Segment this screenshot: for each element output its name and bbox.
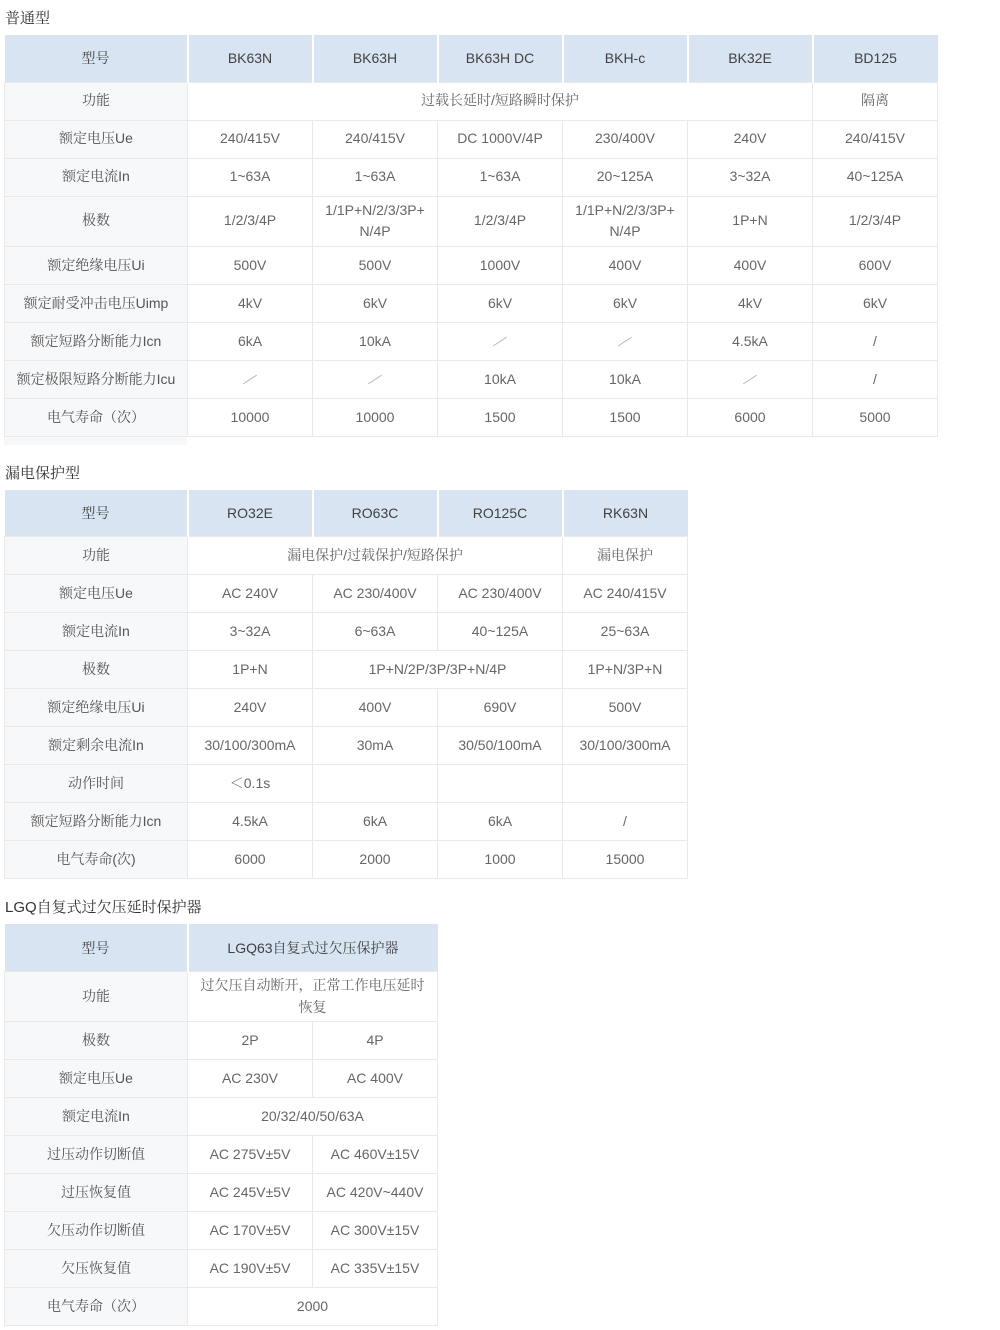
spec-value-cell: 10000 [188, 398, 313, 436]
spec-row [5, 537, 688, 575]
row-label: 额定耐受冲击电压Uimp [5, 284, 188, 322]
spec-value-cell: 4.5kA [188, 803, 313, 841]
spec-row [5, 575, 688, 613]
spec-value-cell: AC 190V±5V [188, 1250, 313, 1288]
spec-row [5, 196, 938, 246]
spec-row [5, 322, 938, 360]
spec-value-cell: 400V [563, 246, 688, 284]
model-name-cell: BD125 [813, 35, 938, 82]
spec-value-cell: DC 1000V/4P [438, 120, 563, 158]
spec-value-cell: 230/400V [563, 120, 688, 158]
row-label: 电气寿命（次） [5, 398, 188, 436]
model-name-cell: BK63N [188, 35, 313, 82]
spec-value-cell [563, 322, 688, 360]
spec-value-cell: 过欠压自动断开，正常工作电压延时恢复 [188, 971, 438, 1021]
spec-value-cell: 240/415V [813, 120, 938, 158]
spec-value-cell: 6kV [313, 284, 438, 322]
spec-row [5, 651, 688, 689]
spec-value-cell: 4kV [688, 284, 813, 322]
spec-value-cell: 隔离 [813, 82, 938, 120]
spec-value-cell: 20/32/40/50/63A [188, 1098, 438, 1136]
row-label: 额定电压Ue [5, 120, 188, 158]
spec-value-cell: 10kA [438, 360, 563, 398]
spec-row [5, 841, 688, 879]
spec-value-cell: 1000V [438, 246, 563, 284]
spec-value-cell: 1P+N [688, 196, 813, 246]
spec-value-cell: 10000 [313, 398, 438, 436]
spec-value-cell: AC 170V±5V [188, 1212, 313, 1250]
spec-table-lgq-protector [4, 924, 438, 1326]
spec-value-cell: 3~32A [688, 158, 813, 196]
model-name-cell: RO63C [313, 490, 438, 537]
spec-value-cell [313, 360, 438, 398]
header-row [5, 490, 688, 537]
row-label: 额定短路分断能力Icn [5, 322, 188, 360]
spec-row [5, 158, 938, 196]
not-applicable-slash-icon [368, 375, 382, 385]
spec-value-cell [313, 765, 438, 803]
spec-row [5, 120, 938, 158]
row-label: 额定绝缘电压Ui [5, 689, 188, 727]
spec-value-cell [188, 360, 313, 398]
header-row [5, 35, 938, 82]
model-header-cell: 型号 [5, 490, 188, 537]
spec-row [5, 727, 688, 765]
not-applicable-slash-icon [243, 375, 257, 385]
spec-row [5, 246, 938, 284]
spec-value-cell: 240/415V [188, 120, 313, 158]
spec-value-cell: 240V [688, 120, 813, 158]
row-label: 额定极限短路分断能力Icu [5, 360, 188, 398]
spec-value-cell: AC 275V±5V [188, 1136, 313, 1174]
spec-value-cell: 6kA [313, 803, 438, 841]
row-label: 欠压恢复值 [5, 1250, 188, 1288]
spec-row [5, 1136, 438, 1174]
spec-value-cell: 2P [188, 1022, 313, 1060]
spec-row [5, 1288, 438, 1326]
section-leakage-protection-type [4, 463, 1000, 880]
row-label: 电气寿命(次) [5, 841, 188, 879]
model-name-cell: BK63H [313, 35, 438, 82]
spec-row [5, 613, 688, 651]
spec-value-cell: 10kA [563, 360, 688, 398]
spec-value-cell: 15000 [563, 841, 688, 879]
spec-value-cell [438, 322, 563, 360]
model-header-cell: 型号 [5, 924, 188, 971]
spec-value-cell: 40~125A [813, 158, 938, 196]
spec-value-cell: 500V [563, 689, 688, 727]
spec-value-cell: AC 420V~440V [313, 1174, 438, 1212]
spec-row [5, 689, 688, 727]
spec-value-cell: AC 245V±5V [188, 1174, 313, 1212]
model-name-cell: LGQ63自复式过欠压保护器 [188, 924, 438, 971]
spec-value-cell: 2000 [313, 841, 438, 879]
header-row [5, 924, 438, 971]
spec-value-cell: 10kA [313, 322, 438, 360]
section-title: LGQ自复式过欠压延时保护器 [5, 899, 202, 917]
spec-row [5, 765, 688, 803]
spec-row [5, 1060, 438, 1098]
row-label: 额定短路分断能力Icn [5, 803, 188, 841]
spec-value-cell: 1500 [563, 398, 688, 436]
model-name-cell: RK63N [563, 490, 688, 537]
spec-value-cell: 1/2/3/4P [188, 196, 313, 246]
spec-value-cell: AC 230/400V [438, 575, 563, 613]
spec-value-cell: 1~63A [188, 158, 313, 196]
spec-value-cell: / [813, 360, 938, 398]
row-label: 过压动作切断值 [5, 1136, 188, 1174]
row-label: 极数 [5, 196, 188, 246]
spec-value-cell: AC 335V±15V [313, 1250, 438, 1288]
spec-value-cell: AC 240/415V [563, 575, 688, 613]
spec-row [5, 82, 938, 120]
spec-value-cell: AC 300V±15V [313, 1212, 438, 1250]
spec-row [5, 1212, 438, 1250]
spec-value-cell: 500V [188, 246, 313, 284]
spec-value-cell: AC 400V [313, 1060, 438, 1098]
spec-row [5, 398, 938, 436]
spec-table-leakage-protection [4, 490, 688, 880]
spec-value-cell: 6kA [188, 322, 313, 360]
spec-value-cell: 1~63A [438, 158, 563, 196]
spec-value-cell: 1P+N [188, 651, 313, 689]
model-header-cell: 型号 [5, 35, 188, 82]
not-applicable-slash-icon [493, 337, 507, 347]
not-applicable-slash-icon [618, 337, 632, 347]
spec-row [5, 1098, 438, 1136]
row-label: 动作时间 [5, 765, 188, 803]
section-title: 普通型 [5, 10, 51, 27]
spec-value-cell: 4P [313, 1022, 438, 1060]
spec-value-cell: / [563, 803, 688, 841]
spec-table-normal-type [4, 35, 938, 437]
spec-value-cell: AC 240V [188, 575, 313, 613]
spec-value-cell: 1~63A [313, 158, 438, 196]
section-normal-type [4, 8, 1000, 445]
spec-row [5, 284, 938, 322]
spec-value-cell: 30/100/300mA [188, 727, 313, 765]
spec-value-cell: 240V [188, 689, 313, 727]
spec-value-cell: 20~125A [563, 158, 688, 196]
spec-value-cell: 6~63A [313, 613, 438, 651]
row-label: 额定电流In [5, 1098, 188, 1136]
row-label: 额定电压Ue [5, 575, 188, 613]
spec-value-cell: 漏电保护 [563, 537, 688, 575]
row-label: 电气寿命（次） [5, 1288, 188, 1326]
spec-row [5, 1250, 438, 1288]
row-label: 过压恢复值 [5, 1174, 188, 1212]
spec-value-cell: 30mA [313, 727, 438, 765]
spec-value-cell: 6000 [188, 841, 313, 879]
spec-value-cell: 1000 [438, 841, 563, 879]
spec-value-cell: 1500 [438, 398, 563, 436]
spec-value-cell: 4kV [188, 284, 313, 322]
spec-value-cell: 6kV [438, 284, 563, 322]
spec-value-cell: AC 230/400V [313, 575, 438, 613]
spec-value-cell: 600V [813, 246, 938, 284]
not-applicable-slash-icon [743, 375, 757, 385]
spec-value-cell: 1/1P+N/2/3/3P+N/4P [313, 196, 438, 246]
spec-value-cell: 6kV [813, 284, 938, 322]
spec-row [5, 803, 688, 841]
spec-value-cell: 500V [313, 246, 438, 284]
model-name-cell: BKH-c [563, 35, 688, 82]
spec-value-cell: 6000 [688, 398, 813, 436]
row-label: 额定电流In [5, 158, 188, 196]
spec-value-cell: 2000 [188, 1288, 438, 1326]
row-label: 额定电压Ue [5, 1060, 188, 1098]
spec-row [5, 1022, 438, 1060]
model-name-cell: BK32E [688, 35, 813, 82]
spec-value-cell: 690V [438, 689, 563, 727]
spec-value-cell: 6kA [438, 803, 563, 841]
spec-value-cell: 过载长延时/短路瞬时保护 [188, 82, 813, 120]
row-label: 功能 [5, 537, 188, 575]
spec-value-cell [563, 765, 688, 803]
spec-row [5, 360, 938, 398]
spec-value-cell: ＜0.1s [188, 765, 313, 803]
spec-value-cell: 30/100/300mA [563, 727, 688, 765]
spec-value-cell: 1/1P+N/2/3/3P+N/4P [563, 196, 688, 246]
spec-row [5, 1174, 438, 1212]
spec-row [5, 971, 438, 1021]
spec-value-cell: 1/2/3/4P [813, 196, 938, 246]
row-label: 额定绝缘电压Ui [5, 246, 188, 284]
spec-value-cell: 30/50/100mA [438, 727, 563, 765]
spec-value-cell: AC 230V [188, 1060, 313, 1098]
section-lgq-protector [4, 897, 1000, 1326]
row-label: 欠压动作切断值 [5, 1212, 188, 1250]
spec-value-cell: 400V [688, 246, 813, 284]
spec-value-cell: 25~63A [563, 613, 688, 651]
spec-value-cell: 3~32A [188, 613, 313, 651]
spec-value-cell [438, 765, 563, 803]
row-label: 功能 [5, 971, 188, 1021]
spec-value-cell: AC 460V±15V [313, 1136, 438, 1174]
spec-value-cell: 6kV [563, 284, 688, 322]
row-label: 额定电流In [5, 613, 188, 651]
spec-value-cell: 4.5kA [688, 322, 813, 360]
section-title: 漏电保护型 [5, 464, 81, 482]
model-name-cell: BK63H DC [438, 35, 563, 82]
spec-value-cell: 5000 [813, 398, 938, 436]
row-label: 额定剩余电流In [5, 727, 188, 765]
spec-value-cell [688, 360, 813, 398]
model-name-cell: RO32E [188, 490, 313, 537]
row-label: 功能 [5, 82, 188, 120]
spec-value-cell: 1P+N/3P+N [563, 651, 688, 689]
spec-value-cell: 漏电保护/过载保护/短路保护 [188, 537, 563, 575]
row-label: 极数 [5, 1022, 188, 1060]
spec-value-cell: 240/415V [313, 120, 438, 158]
row-label: 极数 [5, 651, 188, 689]
spec-value-cell: 40~125A [438, 613, 563, 651]
spec-value-cell: 400V [313, 689, 438, 727]
spec-value-cell: / [813, 322, 938, 360]
spec-value-cell: 1/2/3/4P [438, 196, 563, 246]
spec-value-cell: 1P+N/2P/3P/3P+N/4P [313, 651, 563, 689]
table-footer-stub [4, 437, 187, 445]
model-name-cell: RO125C [438, 490, 563, 537]
